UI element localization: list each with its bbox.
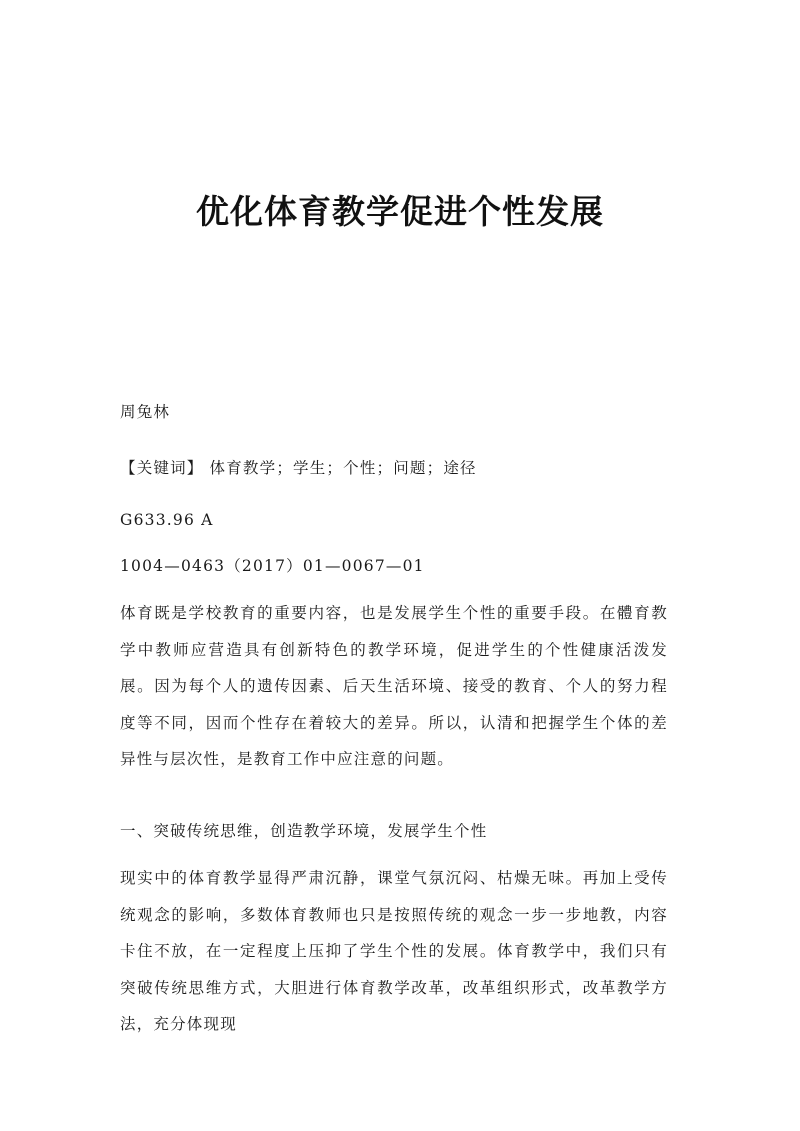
keywords-label: 【关键词】 — [120, 459, 204, 477]
article-id: 1004—0463（2017）01—0067—01 — [120, 557, 425, 575]
section-heading: 一、突破传统思维，创造教学环境，发展学生个性 — [120, 822, 488, 840]
keywords-text: 体育教学；学生；个性；问题；途径 — [209, 459, 477, 477]
paragraph-intro: 体育既是学校教育的重要内容，也是发展学生个性的重要手段。在體育教学中教师应营造具有创新特色的教学环境，促进学生的个性健康活泼发展。因为每个人的遗传因素、后天生活环境、接受的教育、个人的努力程度等不同，因而个性存在着较大的差异。所以，认清和把握学生个体的差异性与层次性，是教育工作中应注意的问题。 — [120, 604, 668, 768]
classification-code: G633.96 A — [120, 511, 214, 529]
document-title: 优化体育教学促进个性发展 — [196, 192, 604, 231]
author-name: 周兔林 — [120, 403, 171, 421]
keywords-line — [120, 458, 477, 478]
paragraph-body: 现实中的体育教学显得严肃沉静，课堂气氛沉闷、枯燥无味。再加上受传统观念的影响，多数体育教师也只是按照传统的观念一步一步地教，内容卡住不放，在一定程度上压抑了学生个性的发展。体育教学中，我们只有突破传统思维方式，大胆进行体育教学改革，改革组织形式，改革教学方法，充分体现现 — [120, 869, 668, 1033]
